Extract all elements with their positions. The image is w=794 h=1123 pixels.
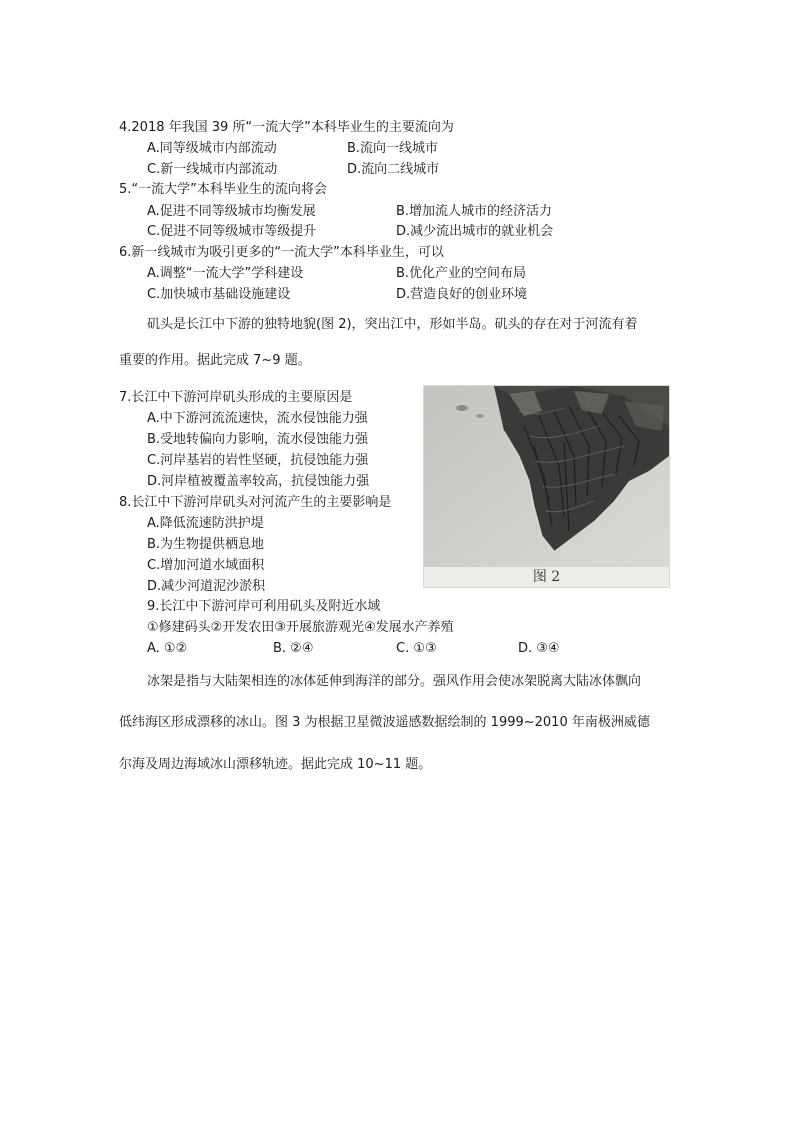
intro3-line1: 冰架是指与大陆架相连的冰体延伸到海洋的部分。强风作用会使冰架脱离大陆冰体飘向 bbox=[147, 674, 642, 689]
q5-option-d: D.减少流出城市的就业机会 bbox=[396, 224, 554, 239]
q6-stem: 6.新一线城市为吸引更多的“一流大学”本科毕业生，可以 bbox=[119, 245, 444, 260]
q6-option-a: A.调整“一流大学”学科建设 bbox=[147, 266, 304, 281]
q4-stem: 4.2018 年我国 39 所“一流大学”本科毕业生的主要流向为 bbox=[119, 120, 454, 135]
q9-option-c: C. ①③ bbox=[396, 641, 437, 656]
q9-option-b: B. ②④ bbox=[273, 641, 314, 656]
q4-option-d: D.流向二线城市 bbox=[347, 162, 440, 177]
intro2-line1: 矶头是长江中下游的独特地貌(图 2)，突出江中，形如半岛。矶头的存在对于河流有着 bbox=[147, 317, 638, 332]
q7-option-c: C.河岸基岩的岩性坚硬，抗侵蚀能力强 bbox=[147, 453, 369, 468]
q7-option-b: B.受地转偏向力影响，流水侵蚀能力强 bbox=[147, 432, 369, 447]
q8-option-d: D.减少河道泥沙淤积 bbox=[147, 579, 266, 594]
q8-stem: 8.长江中下游河岸矶头对河流产生的主要影响是 bbox=[119, 495, 392, 510]
q9-stem: 9.长江中下游河岸可利用矶头及附近水域 bbox=[147, 599, 381, 614]
q5-option-b: B.增加流人城市的经济活力 bbox=[396, 204, 553, 219]
q7-stem: 7.长江中下游河岸矶头形成的主要原因是 bbox=[119, 390, 353, 405]
q7-option-d: D.河岸植被覆盖率较高，抗侵蚀能力强 bbox=[147, 474, 370, 489]
q5-option-a: A.促进不同等级城市均衡发展 bbox=[147, 204, 316, 219]
q7-option-a: A.中下游河流流速快，流水侵蚀能力强 bbox=[147, 411, 368, 426]
q5-option-c: C.促进不同等级城市等级提升 bbox=[147, 224, 317, 239]
q9-option-a: A. ①② bbox=[147, 641, 188, 656]
intro3-line2: 低纬海区形成漂移的冰山。图 3 为根据卫星微波遥感数据绘制的 1999~2010 年南极洲威德 bbox=[119, 715, 650, 730]
q6-option-c: C.加快城市基础设施建设 bbox=[147, 287, 291, 302]
q4-option-c: C.新一线城市内部流动 bbox=[147, 162, 278, 177]
q6-option-d: D.营造良好的创业环境 bbox=[396, 287, 528, 302]
q4-option-a: A.同等级城市内部流动 bbox=[147, 141, 277, 156]
q8-option-c: C.增加河道水域面积 bbox=[147, 558, 265, 573]
q6-option-b: B.优化产业的空间布局 bbox=[396, 266, 527, 281]
q4-option-b: B.流向一线城市 bbox=[347, 141, 439, 156]
q9-option-d: D. ③④ bbox=[518, 641, 560, 656]
q8-option-b: B.为生物提供栖息地 bbox=[147, 537, 265, 552]
intro2-line2: 重要的作用。据此完成 7~9 题。 bbox=[119, 353, 311, 368]
figure-2-caption: 图 2 bbox=[424, 567, 669, 587]
q9-items: ①修建码头②开发农田③开展旅游观光④发展水产养殖 bbox=[147, 620, 454, 635]
headland-photo bbox=[424, 386, 669, 568]
intro3-line3: 尔海及周边海域冰山漂移轨迹。据此完成 10~11 题。 bbox=[119, 757, 432, 772]
q8-option-a: A.降低流速防洪护堤 bbox=[147, 516, 264, 531]
figure-2 bbox=[423, 385, 670, 588]
q5-stem: 5.“一流大学”本科毕业生的流向将会 bbox=[119, 182, 327, 197]
